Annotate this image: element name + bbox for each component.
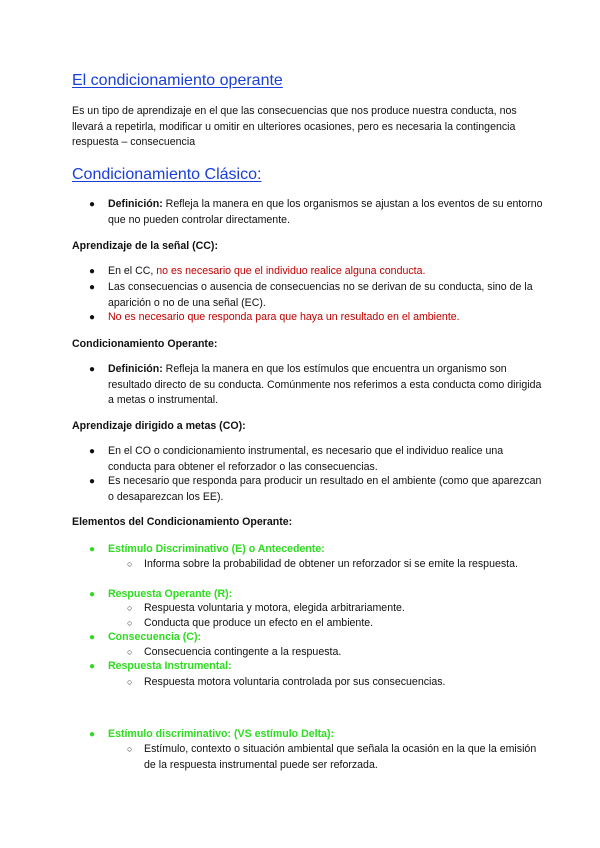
- sub-list-text: Respuesta voluntaria y motora, elegida arbitrariamente.: [144, 602, 405, 614]
- bullet-icon: ●: [89, 632, 96, 643]
- subheading-senal: Aprendizaje de la señal (CC):: [72, 240, 218, 252]
- list-item: [89, 197, 548, 228]
- list-item-text: En el CO o condicionamiento instrumental, es necesario que el individuo realice una conducta para obtener el reforzador o las consecuencias.: [108, 445, 504, 473]
- list-item: [89, 280, 548, 311]
- list-item-text: En el CC,: [108, 265, 157, 277]
- sub-list-item: [127, 675, 544, 691]
- element-item: [89, 542, 548, 558]
- subheading-operante: Condicionamiento Operante:: [72, 338, 218, 350]
- bullet-icon: ●: [89, 589, 96, 600]
- element-label: Estímulo discriminativo: (VS estímulo Delta):: [108, 728, 335, 740]
- bullet-icon: ●: [89, 282, 96, 293]
- definition-label: Definición:: [108, 198, 163, 210]
- definition-text: Refleja la manera en que los estímulos que encuentra un organismo son resultado directo de su conducta. Comúnmente nos referimos a esta conducta como dirigida a metas o instrumental.: [108, 363, 542, 406]
- bullet-icon: ●: [89, 661, 96, 672]
- list-item: [89, 474, 548, 505]
- sub-list-item: [127, 742, 544, 773]
- bullet-icon: ●: [89, 199, 96, 210]
- sub-list-item: [127, 557, 544, 573]
- bullet-icon: ●: [89, 312, 96, 323]
- circle-bullet-icon: ○: [127, 559, 133, 569]
- sub-list-text: Conducta que produce un efecto en el ambiente.: [144, 617, 374, 629]
- list-item: [89, 444, 548, 475]
- list-item-text: Las consecuencias o ausencia de consecuencias no se derivan de su conducta, sino de la aparición o no de una señal (EC).: [108, 281, 533, 309]
- circle-bullet-icon: ○: [127, 647, 133, 657]
- element-label: Respuesta Operante (R):: [108, 588, 233, 600]
- circle-bullet-icon: ○: [127, 744, 133, 754]
- circle-bullet-icon: ○: [127, 603, 133, 613]
- element-label: Respuesta Instrumental:: [108, 660, 232, 672]
- element-item: [89, 630, 548, 646]
- bullet-icon: ●: [89, 266, 96, 277]
- circle-bullet-icon: ○: [127, 618, 133, 628]
- element-label: Consecuencia (C):: [108, 631, 202, 643]
- element-item-delta: [89, 727, 548, 743]
- circle-bullet-icon: ○: [127, 677, 133, 687]
- bullet-icon: ●: [89, 544, 96, 555]
- list-item: [89, 264, 548, 280]
- element-item: [89, 659, 548, 675]
- bullet-icon: ●: [89, 364, 96, 375]
- sub-list-text: Respuesta motora voluntaria controlada por sus consecuencias.: [144, 676, 446, 688]
- intro-paragraph: Es un tipo de aprendizaje en el que las consecuencias que nos produce nuestra conducta, nos llevará a repetirla, modificar u omitir en ulteriores ocasiones, pero es necesaria la contingencia respuesta – consecuencia: [72, 105, 517, 148]
- list-item: [89, 362, 548, 409]
- bullet-icon: ●: [89, 729, 96, 740]
- definition-label: Definición:: [108, 363, 163, 375]
- bullet-icon: ●: [89, 446, 96, 457]
- section-heading-clasico[interactable]: Condicionamiento Clásico:: [72, 166, 262, 183]
- list-item: [89, 310, 548, 326]
- subheading-elementos: Elementos del Condicionamiento Operante:: [72, 516, 293, 528]
- definition-text: Refleja la manera en que los organismos se ajustan a los eventos de su entorno que no pueden controlar directamente.: [108, 198, 543, 226]
- sub-list-text: Informa sobre la probabilidad de obtener un reforzador si se emite la respuesta.: [144, 558, 518, 570]
- sub-list-text: Estímulo, contexto o situación ambiental que señala la ocasión en la que la emisión de la respuesta instrumental puede ser reforzada.: [144, 743, 537, 771]
- list-item-text: Es necesario que responda para producir un resultado en el ambiente (como que aparezcan o desaparezcan los EE).: [108, 475, 542, 503]
- element-label: Estímulo Discriminativo (E) o Antecedente:: [108, 543, 325, 555]
- sub-list-text: Consecuencia contingente a la respuesta.: [144, 646, 342, 658]
- sub-list-item: [127, 601, 544, 617]
- highlight-text: No es necesario que responda para que haya un resultado en el ambiente.: [108, 311, 460, 323]
- subheading-metas: Aprendizaje dirigido a metas (CO):: [72, 420, 246, 432]
- highlight-text: no es necesario que el individuo realice alguna conducta.: [156, 265, 426, 277]
- bullet-icon: ●: [89, 476, 96, 487]
- document-title[interactable]: El condicionamiento operante: [72, 72, 283, 89]
